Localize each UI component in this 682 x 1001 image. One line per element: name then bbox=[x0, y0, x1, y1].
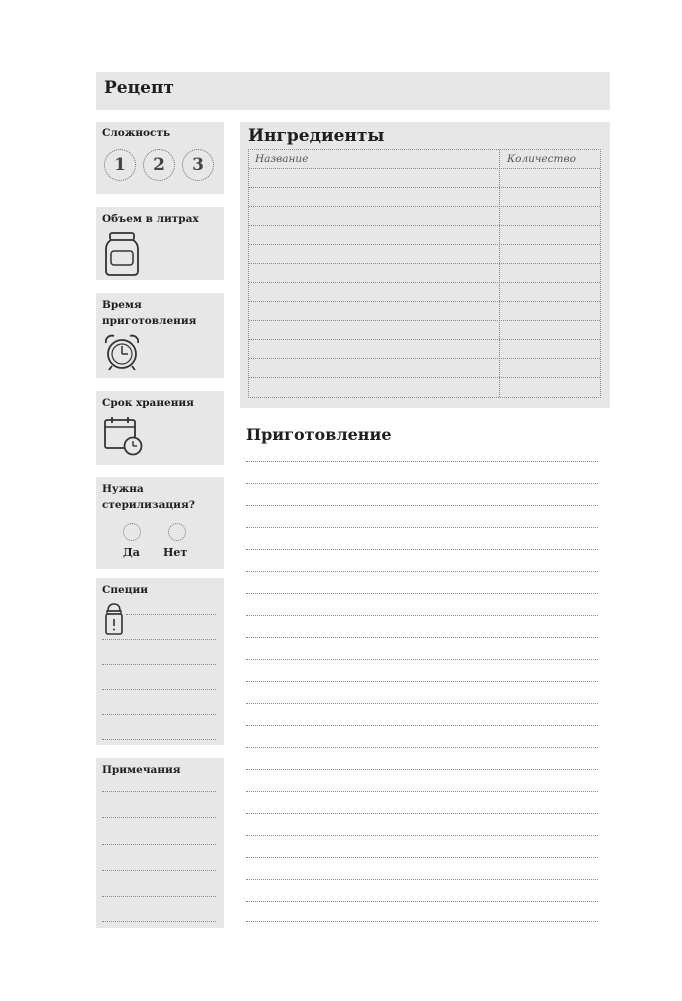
difficulty-panel bbox=[96, 122, 224, 194]
ingredients-table[interactable] bbox=[248, 149, 601, 398]
ingredients-title: Ингредиенты bbox=[248, 126, 385, 146]
calendar-clock-icon bbox=[103, 415, 145, 457]
sterilization-yes-label: Да bbox=[123, 546, 140, 559]
spices-line[interactable] bbox=[126, 614, 216, 615]
table-row[interactable] bbox=[249, 320, 600, 321]
preparation-line[interactable] bbox=[246, 505, 598, 506]
recipe-title-bar bbox=[96, 72, 610, 110]
notes-line[interactable] bbox=[102, 896, 216, 897]
notes-label: Примечания bbox=[102, 764, 181, 776]
table-row[interactable] bbox=[249, 377, 600, 378]
notes-line[interactable] bbox=[102, 870, 216, 871]
table-row[interactable] bbox=[249, 168, 600, 169]
shelf-life-label: Срок хранения bbox=[102, 397, 194, 409]
volume-panel bbox=[96, 207, 224, 280]
preparation-line[interactable] bbox=[246, 879, 598, 880]
preparation-line[interactable] bbox=[246, 571, 598, 572]
sterilization-panel bbox=[96, 477, 224, 569]
preparation-line[interactable] bbox=[246, 483, 598, 484]
preparation-line[interactable] bbox=[246, 615, 598, 616]
preparation-line[interactable] bbox=[246, 747, 598, 748]
spices-line[interactable] bbox=[102, 739, 216, 740]
sterilization-yes-radio[interactable] bbox=[123, 523, 141, 541]
difficulty-level-2[interactable]: 2 bbox=[143, 149, 175, 181]
spices-line[interactable] bbox=[102, 664, 216, 665]
cook-time-label-line2: приготовления bbox=[102, 315, 197, 327]
volume-label: Объем в литрах bbox=[102, 213, 199, 225]
table-row[interactable] bbox=[249, 244, 600, 245]
notes-panel bbox=[96, 758, 224, 928]
preparation-line[interactable] bbox=[246, 659, 598, 660]
table-row[interactable] bbox=[249, 187, 600, 188]
ingredients-panel bbox=[240, 122, 610, 408]
preparation-line[interactable] bbox=[246, 593, 598, 594]
difficulty-label: Сложность bbox=[102, 127, 171, 139]
notes-line[interactable] bbox=[102, 921, 216, 922]
table-row[interactable] bbox=[249, 339, 600, 340]
notes-line[interactable] bbox=[102, 791, 216, 792]
table-row[interactable] bbox=[249, 301, 600, 302]
spices-line[interactable] bbox=[102, 639, 216, 640]
preparation-line[interactable] bbox=[246, 835, 598, 836]
cook-time-label-line1: Время bbox=[102, 299, 142, 311]
ingredients-col-qty: Количество bbox=[507, 153, 576, 165]
preparation-line[interactable] bbox=[246, 703, 598, 704]
jar-icon bbox=[104, 231, 140, 277]
notes-line[interactable] bbox=[102, 844, 216, 845]
preparation-line[interactable] bbox=[246, 681, 598, 682]
preparation-line[interactable] bbox=[246, 725, 598, 726]
spice-bottle-icon bbox=[104, 602, 124, 636]
preparation-line[interactable] bbox=[246, 769, 598, 770]
table-row[interactable] bbox=[249, 358, 600, 359]
sterilization-no-label: Нет bbox=[163, 546, 188, 559]
ingredients-col-name: Название bbox=[255, 153, 309, 165]
preparation-line[interactable] bbox=[246, 791, 598, 792]
alarm-clock-icon bbox=[102, 333, 142, 373]
preparation-line[interactable] bbox=[246, 857, 598, 858]
preparation-title: Приготовление bbox=[246, 425, 392, 444]
preparation-line[interactable] bbox=[246, 637, 598, 638]
spices-label: Специи bbox=[102, 584, 149, 596]
spices-panel bbox=[96, 578, 224, 745]
cook-time-panel bbox=[96, 293, 224, 378]
sterilization-no-radio[interactable] bbox=[168, 523, 186, 541]
table-row[interactable] bbox=[249, 263, 600, 264]
difficulty-level-1[interactable]: 1 bbox=[104, 149, 136, 181]
preparation-line[interactable] bbox=[246, 813, 598, 814]
preparation-line[interactable] bbox=[246, 527, 598, 528]
spices-line[interactable] bbox=[102, 714, 216, 715]
preparation-line[interactable] bbox=[246, 901, 598, 902]
preparation-line[interactable] bbox=[246, 461, 598, 462]
table-row[interactable] bbox=[249, 206, 600, 207]
sterilization-label-line1: Нужна bbox=[102, 483, 144, 495]
difficulty-level-3[interactable]: 3 bbox=[182, 149, 214, 181]
sterilization-label-line2: стерилизация? bbox=[102, 499, 195, 511]
table-row[interactable] bbox=[249, 282, 600, 283]
shelf-life-panel bbox=[96, 391, 224, 465]
notes-line[interactable] bbox=[102, 817, 216, 818]
page-title: Рецепт bbox=[104, 78, 174, 98]
table-row[interactable] bbox=[249, 225, 600, 226]
preparation-line[interactable] bbox=[246, 921, 598, 922]
preparation-line[interactable] bbox=[246, 549, 598, 550]
spices-line[interactable] bbox=[102, 689, 216, 690]
